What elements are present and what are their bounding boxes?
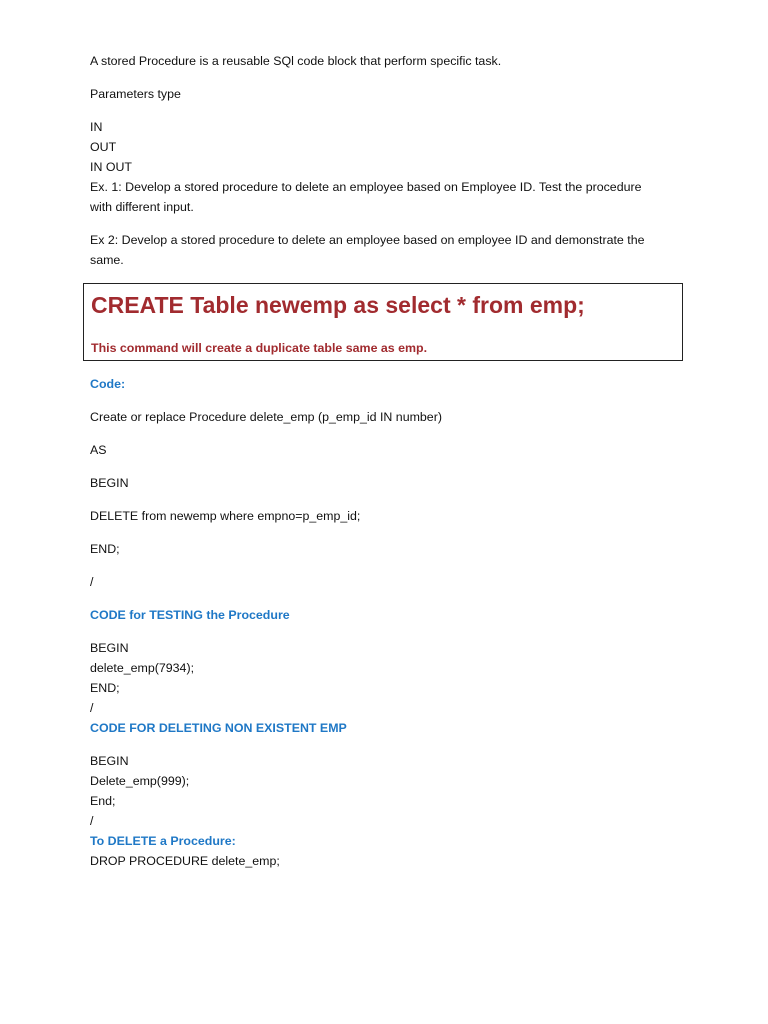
code-line: Create or replace Procedure delete_emp (p_emp_id IN number) xyxy=(90,410,442,424)
nonexistent-line: / xyxy=(90,814,94,828)
definition-text: A stored Procedure is a reusable SQl code block that perform specific task. xyxy=(90,54,502,68)
testing-line: / xyxy=(90,701,94,715)
nonexistent-heading: CODE FOR DELETING NON EXISTENT EMP xyxy=(90,721,347,735)
nonexistent-line: Delete_emp(999); xyxy=(90,774,190,788)
parameters-heading: Parameters type xyxy=(90,87,181,101)
code-heading: Code: xyxy=(90,377,126,391)
create-table-command: CREATE Table newemp as select * from emp; xyxy=(91,292,585,318)
callout-box xyxy=(83,283,683,361)
nonexistent-line: End; xyxy=(90,794,116,808)
param-type-in: IN xyxy=(90,120,103,134)
duplicate-table-note: This command will create a duplicate table same as emp. xyxy=(91,341,428,355)
code-line: END; xyxy=(90,542,120,556)
testing-heading: CODE for TESTING the Procedure xyxy=(90,608,290,622)
drop-heading: To DELETE a Procedure: xyxy=(90,834,236,848)
testing-line: delete_emp(7934); xyxy=(90,661,195,675)
param-type-out: OUT xyxy=(90,140,117,154)
code-line: BEGIN xyxy=(90,476,129,490)
testing-line: BEGIN xyxy=(90,641,129,655)
exercise-2-text: Ex 2: Develop a stored procedure to delete an employee based on employee ID and demonstrate the same. xyxy=(90,233,645,267)
param-type-in-out: IN OUT xyxy=(90,160,132,174)
code-line: / xyxy=(90,575,94,589)
drop-procedure-line: DROP PROCEDURE delete_emp; xyxy=(90,854,280,868)
nonexistent-line: BEGIN xyxy=(90,754,129,768)
testing-line: END; xyxy=(90,681,120,695)
code-line: AS xyxy=(90,443,107,457)
code-line: DELETE from newemp where empno=p_emp_id; xyxy=(90,509,361,523)
exercise-1-text: Ex. 1: Develop a stored procedure to delete an employee based on Employee ID. Test the procedure with different input. xyxy=(90,180,642,214)
